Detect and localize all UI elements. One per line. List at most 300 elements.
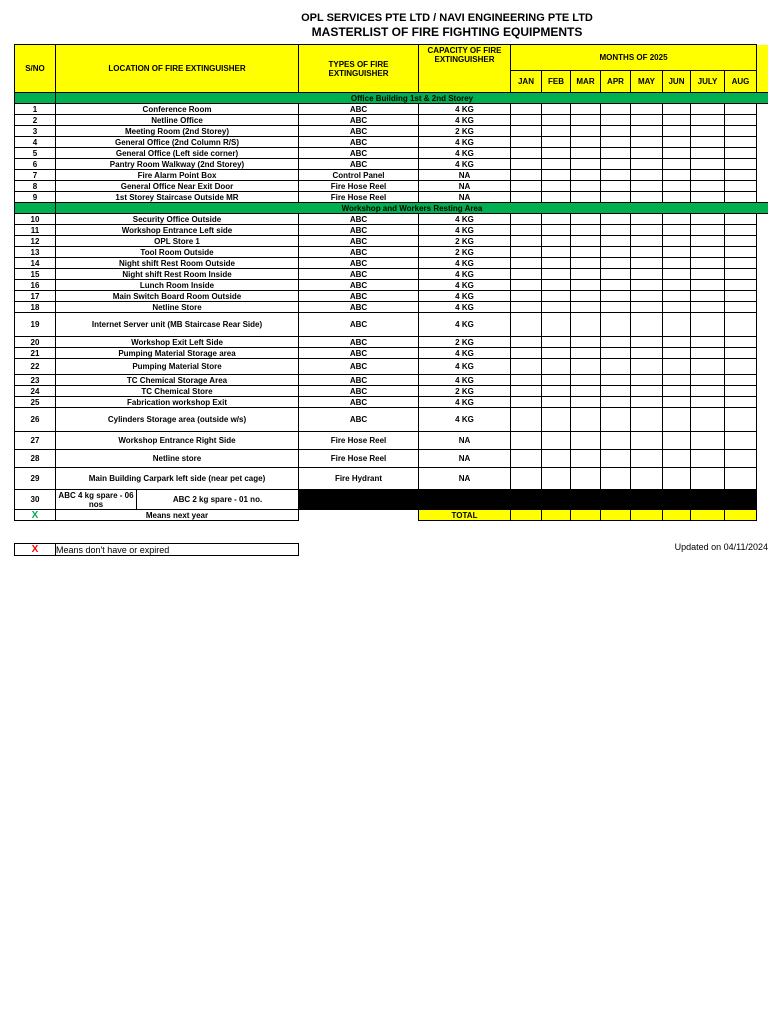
sno-cell: 2 <box>15 115 56 126</box>
table-row <box>15 450 768 468</box>
row-spill <box>757 269 768 280</box>
location-cell: Workshop Entrance Right Side <box>56 432 299 450</box>
month-cell-july <box>691 225 725 236</box>
capacity-cell: NA <box>419 181 511 192</box>
month-cell-mar <box>571 280 601 291</box>
month-cell-feb <box>542 236 571 247</box>
type-cell: ABC <box>299 397 419 408</box>
sno-cell: 30 <box>15 490 56 510</box>
row-spill <box>757 490 768 510</box>
table-row <box>15 159 768 170</box>
month-cell-jan <box>511 115 542 126</box>
type-cell: ABC <box>299 214 419 225</box>
table-row <box>15 104 768 115</box>
month-cell-apr <box>601 468 631 490</box>
month-cell-apr <box>601 450 631 468</box>
total-july <box>691 510 725 521</box>
location-cell: TC Chemical Storage Area <box>56 375 299 386</box>
month-cell-jan <box>511 468 542 490</box>
capacity-cell: 2 KG <box>419 126 511 137</box>
legend-red <box>14 543 299 556</box>
month-cell-jun <box>663 375 691 386</box>
total-aug <box>725 510 757 521</box>
month-cell-jun <box>663 258 691 269</box>
month-cell-may <box>631 269 663 280</box>
type-cell: ABC <box>299 236 419 247</box>
month-cell-july <box>691 115 725 126</box>
row-spill <box>757 348 768 359</box>
type-cell: ABC <box>299 269 419 280</box>
table-row <box>15 359 768 375</box>
location-cell: Main Switch Board Room Outside <box>56 291 299 302</box>
sno-cell: 11 <box>15 225 56 236</box>
month-cell-may <box>631 313 663 337</box>
table-row <box>15 258 768 269</box>
month-cell-apr <box>601 192 631 203</box>
month-cell-feb <box>542 450 571 468</box>
row-spill <box>757 258 768 269</box>
month-cell-aug <box>725 386 757 397</box>
type-cell: ABC <box>299 159 419 170</box>
month-cell-jan <box>511 148 542 159</box>
month-cell-mar <box>571 291 601 302</box>
type-cell: ABC <box>299 148 419 159</box>
type-cell: ABC <box>299 104 419 115</box>
month-cell-mar <box>571 386 601 397</box>
month-cell-apr <box>601 236 631 247</box>
sno-cell: 5 <box>15 148 56 159</box>
month-cell-jan <box>511 432 542 450</box>
month-cell-feb <box>542 258 571 269</box>
month-cell-apr <box>601 247 631 258</box>
total-label: TOTAL <box>419 510 511 521</box>
month-cell-mar <box>571 258 601 269</box>
capacity-cell: 4 KG <box>419 148 511 159</box>
month-cell-jun <box>663 247 691 258</box>
month-cell-july <box>691 313 725 337</box>
month-cell-feb <box>542 348 571 359</box>
row-spill <box>757 225 768 236</box>
month-cell-apr <box>601 148 631 159</box>
table-row <box>15 348 768 359</box>
month-cell-jun <box>663 337 691 348</box>
row-spill <box>757 450 768 468</box>
table-row <box>15 269 768 280</box>
month-cell-jun <box>663 137 691 148</box>
blackout-cell <box>299 490 757 510</box>
month-cell-mar <box>571 126 601 137</box>
month-cell-jun <box>663 313 691 337</box>
month-cell-aug <box>725 192 757 203</box>
month-cell-jan <box>511 313 542 337</box>
month-cell-feb <box>542 280 571 291</box>
location-cell: Workshop Exit Left Side <box>56 337 299 348</box>
sno-cell: 12 <box>15 236 56 247</box>
month-cell-jan <box>511 159 542 170</box>
month-cell-jan <box>511 137 542 148</box>
sno-cell: 27 <box>15 432 56 450</box>
month-cell-mar <box>571 148 601 159</box>
type-cell: Fire Hydrant <box>299 468 419 490</box>
row-spill <box>757 375 768 386</box>
table-row <box>15 302 768 313</box>
month-header-jan: JAN <box>511 71 542 93</box>
month-cell-jan <box>511 397 542 408</box>
total-gap <box>299 510 419 521</box>
type-cell: Fire Hose Reel <box>299 181 419 192</box>
month-cell-apr <box>601 214 631 225</box>
row-spill <box>757 236 768 247</box>
sno-cell: 20 <box>15 337 56 348</box>
table-row <box>15 225 768 236</box>
sno-cell: 17 <box>15 291 56 302</box>
row-spill <box>757 408 768 432</box>
capacity-cell: 4 KG <box>419 302 511 313</box>
month-cell-july <box>691 269 725 280</box>
month-cell-apr <box>601 280 631 291</box>
table-row <box>15 170 768 181</box>
month-cell-apr <box>601 181 631 192</box>
type-cell: ABC <box>299 126 419 137</box>
capacity-cell: NA <box>419 170 511 181</box>
location-cell: Pantry Room Walkway (2nd Storey) <box>56 159 299 170</box>
month-cell-aug <box>725 104 757 115</box>
total-jun <box>663 510 691 521</box>
month-cell-may <box>631 159 663 170</box>
month-cell-july <box>691 258 725 269</box>
type-cell: ABC <box>299 137 419 148</box>
month-cell-aug <box>725 337 757 348</box>
month-cell-apr <box>601 258 631 269</box>
month-cell-feb <box>542 313 571 337</box>
location-cell: Tool Room Outside <box>56 247 299 258</box>
location-cell: General Office (Left side corner) <box>56 148 299 159</box>
table-row <box>15 375 768 386</box>
location-cell: Meeting Room (2nd Storey) <box>56 126 299 137</box>
month-header-mar: MAR <box>571 71 601 93</box>
month-cell-aug <box>725 348 757 359</box>
month-cell-may <box>631 181 663 192</box>
month-cell-july <box>691 397 725 408</box>
month-cell-aug <box>725 159 757 170</box>
type-cell: Fire Hose Reel <box>299 450 419 468</box>
month-cell-july <box>691 348 725 359</box>
section-title: Office Building 1st & 2nd Storey <box>56 93 768 104</box>
month-cell-mar <box>571 408 601 432</box>
month-cell-may <box>631 375 663 386</box>
month-cell-aug <box>725 359 757 375</box>
month-cell-may <box>631 126 663 137</box>
month-cell-jun <box>663 181 691 192</box>
month-cell-jun <box>663 126 691 137</box>
month-cell-mar <box>571 137 601 148</box>
sno-cell: 14 <box>15 258 56 269</box>
capacity-cell: 4 KG <box>419 225 511 236</box>
month-cell-july <box>691 375 725 386</box>
month-cell-july <box>691 359 725 375</box>
month-cell-feb <box>542 397 571 408</box>
red-x-text: Means don't have or expired <box>56 544 299 556</box>
month-cell-aug <box>725 313 757 337</box>
section-row <box>15 93 768 104</box>
month-cell-feb <box>542 115 571 126</box>
month-cell-jun <box>663 115 691 126</box>
capacity-cell: 2 KG <box>419 337 511 348</box>
month-cell-jan <box>511 450 542 468</box>
type-cell: Fire Hose Reel <box>299 192 419 203</box>
month-cell-aug <box>725 375 757 386</box>
row-spill <box>757 170 768 181</box>
month-cell-jan <box>511 258 542 269</box>
location-cell: Pumping Material Storage area <box>56 348 299 359</box>
month-cell-jun <box>663 280 691 291</box>
sno-cell: 8 <box>15 181 56 192</box>
table-row <box>15 468 768 490</box>
month-cell-jan <box>511 348 542 359</box>
capacity-cell: 4 KG <box>419 159 511 170</box>
month-cell-aug <box>725 302 757 313</box>
table-row <box>15 337 768 348</box>
type-cell: ABC <box>299 115 419 126</box>
table-row <box>15 432 768 450</box>
sno-cell: 15 <box>15 269 56 280</box>
month-header-july: JULY <box>691 71 725 93</box>
capacity-cell: 4 KG <box>419 397 511 408</box>
month-cell-apr <box>601 397 631 408</box>
month-cell-feb <box>542 375 571 386</box>
location-cell: Cylinders Storage area (outside w/s) <box>56 408 299 432</box>
sno-cell: 10 <box>15 214 56 225</box>
month-cell-mar <box>571 432 601 450</box>
capacity-cell: NA <box>419 192 511 203</box>
month-cell-july <box>691 170 725 181</box>
section-blank <box>15 203 56 214</box>
month-cell-jun <box>663 359 691 375</box>
month-cell-jan <box>511 375 542 386</box>
month-cell-aug <box>725 214 757 225</box>
month-cell-july <box>691 214 725 225</box>
header-location: LOCATION OF FIRE EXTINGUISHER <box>56 45 299 93</box>
sno-cell: 3 <box>15 126 56 137</box>
month-cell-feb <box>542 148 571 159</box>
type-cell: ABC <box>299 359 419 375</box>
capacity-cell: 4 KG <box>419 375 511 386</box>
row-spill <box>757 104 768 115</box>
month-cell-mar <box>571 236 601 247</box>
month-cell-apr <box>601 408 631 432</box>
month-cell-apr <box>601 159 631 170</box>
month-header-feb: FEB <box>542 71 571 93</box>
capacity-cell: 4 KG <box>419 269 511 280</box>
month-cell-mar <box>571 348 601 359</box>
row-spill <box>757 397 768 408</box>
row-spill <box>757 181 768 192</box>
type-cell: ABC <box>299 375 419 386</box>
month-cell-aug <box>725 280 757 291</box>
month-header-may: MAY <box>631 71 663 93</box>
month-cell-apr <box>601 432 631 450</box>
table-row <box>15 408 768 432</box>
row-spill <box>757 432 768 450</box>
location-cell: Lunch Room Inside <box>56 280 299 291</box>
month-cell-jun <box>663 468 691 490</box>
month-cell-mar <box>571 225 601 236</box>
month-cell-may <box>631 192 663 203</box>
total-may <box>631 510 663 521</box>
month-cell-jan <box>511 337 542 348</box>
month-cell-may <box>631 408 663 432</box>
capacity-cell: 2 KG <box>419 386 511 397</box>
month-cell-aug <box>725 115 757 126</box>
month-cell-july <box>691 432 725 450</box>
capacity-cell: 2 KG <box>419 247 511 258</box>
month-cell-apr <box>601 348 631 359</box>
total-apr <box>601 510 631 521</box>
month-cell-jan <box>511 269 542 280</box>
location-cell: Workshop Entrance Left side <box>56 225 299 236</box>
month-cell-aug <box>725 450 757 468</box>
table-row <box>15 386 768 397</box>
month-cell-may <box>631 386 663 397</box>
type-cell: Fire Hose Reel <box>299 432 419 450</box>
capacity-cell: 4 KG <box>419 291 511 302</box>
month-cell-july <box>691 280 725 291</box>
spare-4kg-cell: ABC 4 kg spare - 06 nos <box>56 490 137 510</box>
row-spill <box>757 126 768 137</box>
section-blank <box>15 93 56 104</box>
table-row <box>15 247 768 258</box>
month-cell-aug <box>725 291 757 302</box>
table-row <box>15 236 768 247</box>
month-cell-feb <box>542 432 571 450</box>
month-cell-apr <box>601 337 631 348</box>
month-cell-mar <box>571 192 601 203</box>
month-cell-feb <box>542 126 571 137</box>
updated-date: Updated on 04/11/2024 <box>674 542 768 552</box>
total-feb <box>542 510 571 521</box>
month-cell-feb <box>542 181 571 192</box>
month-cell-feb <box>542 214 571 225</box>
month-cell-feb <box>542 359 571 375</box>
table-row <box>15 137 768 148</box>
header-sno: S/NO <box>15 45 56 93</box>
sno-cell: 29 <box>15 468 56 490</box>
green-x-text: Means next year <box>56 510 299 521</box>
row-spill <box>757 291 768 302</box>
month-cell-mar <box>571 450 601 468</box>
table-row <box>15 192 768 203</box>
month-header-aug: AUG <box>725 71 757 93</box>
row-spill <box>757 359 768 375</box>
table-row <box>15 291 768 302</box>
total-jan <box>511 510 542 521</box>
table-row <box>15 148 768 159</box>
month-cell-feb <box>542 337 571 348</box>
month-cell-jun <box>663 397 691 408</box>
capacity-cell: 4 KG <box>419 280 511 291</box>
month-cell-mar <box>571 375 601 386</box>
row-spill <box>757 510 768 521</box>
month-cell-jun <box>663 269 691 280</box>
month-header-jun: JUN <box>663 71 691 93</box>
month-cell-jun <box>663 236 691 247</box>
month-cell-july <box>691 247 725 258</box>
location-cell: Fire Alarm Point Box <box>56 170 299 181</box>
month-cell-may <box>631 432 663 450</box>
month-cell-jun <box>663 192 691 203</box>
month-cell-aug <box>725 397 757 408</box>
sno-cell: 16 <box>15 280 56 291</box>
sno-cell: 28 <box>15 450 56 468</box>
masterlist-table <box>14 44 768 521</box>
row-spill <box>757 280 768 291</box>
month-cell-july <box>691 192 725 203</box>
month-cell-apr <box>601 104 631 115</box>
location-cell: 1st Storey Staircase Outside MR <box>56 192 299 203</box>
capacity-cell: 4 KG <box>419 137 511 148</box>
month-cell-jan <box>511 170 542 181</box>
sno-cell: 21 <box>15 348 56 359</box>
section-title: Workshop and Workers Resting Area <box>56 203 768 214</box>
month-cell-jan <box>511 126 542 137</box>
row-spill <box>757 214 768 225</box>
row-spill <box>757 468 768 490</box>
month-cell-jun <box>663 214 691 225</box>
month-cell-mar <box>571 115 601 126</box>
month-cell-jun <box>663 408 691 432</box>
capacity-cell: NA <box>419 468 511 490</box>
month-cell-july <box>691 468 725 490</box>
month-cell-feb <box>542 408 571 432</box>
month-cell-mar <box>571 247 601 258</box>
capacity-cell: NA <box>419 450 511 468</box>
month-cell-mar <box>571 170 601 181</box>
type-cell: ABC <box>299 258 419 269</box>
month-cell-mar <box>571 337 601 348</box>
header-spill <box>757 71 768 93</box>
month-cell-apr <box>601 375 631 386</box>
location-cell: Night shift Rest Room Outside <box>56 258 299 269</box>
capacity-cell: 4 KG <box>419 408 511 432</box>
month-cell-mar <box>571 359 601 375</box>
type-cell: ABC <box>299 313 419 337</box>
month-cell-may <box>631 148 663 159</box>
month-cell-aug <box>725 468 757 490</box>
type-cell: ABC <box>299 280 419 291</box>
month-header-apr: APR <box>601 71 631 93</box>
month-cell-aug <box>725 181 757 192</box>
month-cell-jun <box>663 432 691 450</box>
month-cell-jan <box>511 291 542 302</box>
month-cell-may <box>631 280 663 291</box>
month-cell-july <box>691 450 725 468</box>
month-cell-may <box>631 115 663 126</box>
table-row <box>15 115 768 126</box>
location-cell: Pumping Material Store <box>56 359 299 375</box>
month-cell-feb <box>542 291 571 302</box>
month-cell-feb <box>542 225 571 236</box>
month-cell-feb <box>542 104 571 115</box>
type-cell: ABC <box>299 247 419 258</box>
month-cell-aug <box>725 225 757 236</box>
month-cell-mar <box>571 468 601 490</box>
month-cell-july <box>691 236 725 247</box>
month-cell-aug <box>725 126 757 137</box>
month-cell-aug <box>725 269 757 280</box>
month-cell-jun <box>663 450 691 468</box>
month-cell-mar <box>571 269 601 280</box>
month-cell-may <box>631 247 663 258</box>
